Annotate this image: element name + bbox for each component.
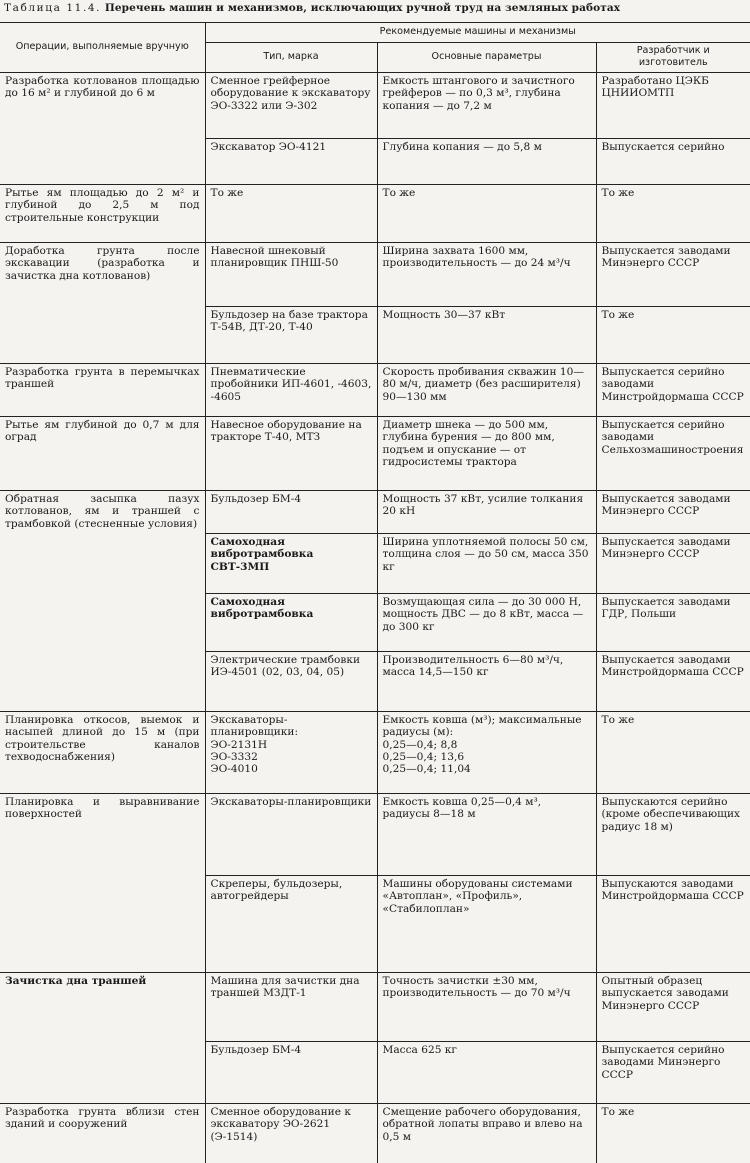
maker-cell: То же [596, 184, 750, 242]
type-cell: Самоходная вибротрамбовка [205, 593, 377, 651]
type-cell: Сменное грейферное оборудование к экскаватору ЭО-3322 или Э-302 [205, 72, 377, 138]
operation-cell: Разработка грунта в перемычках траншей [0, 363, 205, 416]
maker-cell: Выпускается серийно заводами Минстройдормаша СССР [596, 363, 750, 416]
maker-cell: Выпускается серийно заводами Сельхозмашиностроения [596, 416, 750, 490]
operation-cell: Доработка грунта после экскавации (разработка и зачистка дна котлованов) [0, 242, 205, 363]
operation-cell: Разработка грунта вблизи стен зданий и сооружений [0, 1103, 205, 1163]
header-type: Тип, марка [205, 43, 377, 73]
maker-cell: Выпускается заводами Минстройдормаша СССР [596, 651, 750, 711]
operation-cell: Планировка и выравнивание поверхностей [0, 793, 205, 972]
type-cell: Экскаваторы-планировщики: ЭО-2131Н ЭО-3332 ЭО-4010 [205, 711, 377, 793]
type-cell: Скреперы, бульдозеры, автогрейдеры [205, 875, 377, 972]
operation-cell: Обратная засыпка пазух котлованов, ям и траншей с трамбовкой (стесненные условия) [0, 490, 205, 711]
table-row [0, 72, 750, 138]
header-maker: Разработчик и изготовитель [596, 43, 750, 73]
maker-cell: Разработано ЦЭКБ ЦНИИОМТП [596, 72, 750, 138]
operation-cell: Рытье ям глубиной до 0,7 м для оград [0, 416, 205, 490]
maker-cell: Выпускается серийно заводами Минэнерго СССР [596, 1041, 750, 1103]
type-cell: Экскаватор ЭО-4121 [205, 138, 377, 184]
params-cell: Мощность 37 кВт, усилие толкания 20 кН [377, 490, 596, 533]
type-cell: Пневматические пробойники ИП-4601, -4603, -4605 [205, 363, 377, 416]
table-row [0, 416, 750, 490]
table-row [0, 184, 750, 242]
params-cell: Точность зачистки ±30 мм, производительность — до 70 м³/ч [377, 972, 596, 1041]
params-cell: Диаметр шнека — до 500 мм, глубина бурения — до 800 мм, подъем и опускание — от гидросистемы трактора [377, 416, 596, 490]
operation-cell: Планировка откосов, выемок и насыпей длиной до 15 м (при строительстве каналов техводоснабжения) [0, 711, 205, 793]
table-row [0, 363, 750, 416]
params-cell: Возмущающая сила — до 30 000 Н, мощность ДВС — до 8 кВт, масса — до 300 кг [377, 593, 596, 651]
params-cell: Масса 625 кг [377, 1041, 596, 1103]
params-cell: Производительность 6—80 м³/ч, масса 14,5—150 кг [377, 651, 596, 711]
params-cell: Смещение рабочего оборудования, обратной лопаты вправо и влево на 0,5 м [377, 1103, 596, 1163]
params-cell: Мощность 30—37 кВт [377, 306, 596, 363]
params-cell: Скорость пробивания скважин 10—80 м/ч, диаметр (без расширителя) 90—130 мм [377, 363, 596, 416]
params-cell: Ширина захвата 1600 мм, производительность — до 24 м³/ч [377, 242, 596, 306]
table-caption [4, 2, 748, 20]
table-row [0, 711, 750, 793]
machines-table [0, 22, 750, 1163]
operation-cell: Рытье ям площадью до 2 м² и глубиной до 2,5 м под строительные конструкции [0, 184, 205, 242]
type-cell: То же [205, 184, 377, 242]
params-cell: Емкость штангового и зачистного грейферов — по 0,3 м³, глубина копания — до 7,2 м [377, 72, 596, 138]
table-row [0, 1103, 750, 1163]
maker-cell: Выпускаются заводами Минстройдормаша СССР [596, 875, 750, 972]
type-cell: Навесное оборудование на тракторе Т-40, МТЗ [205, 416, 377, 490]
maker-cell: Опытный образец выпускается заводами Минэнерго СССР [596, 972, 750, 1041]
params-cell: Машины оборудованы системами «Автоплан», «Профиль», «Стабилоплан» [377, 875, 596, 972]
maker-cell: То же [596, 711, 750, 793]
operation-cell: Разработка котлованов площадью до 16 м² и глубиной до 6 м [0, 72, 205, 184]
type-cell: Сменное оборудование к экскаватору ЭО-2621 (Э-1514) [205, 1103, 377, 1163]
params-cell: Емкость ковша 0,25—0,4 м³, радиусы 8—18 м [377, 793, 596, 875]
maker-cell: Выпускается заводами Минэнерго СССР [596, 533, 750, 593]
caption-label: Таблица 11.4. [4, 2, 102, 14]
table-row [0, 490, 750, 533]
table-row [0, 972, 750, 1041]
params-cell: Ширина уплотняемой полосы 50 см, толщина слоя — до 50 см, масса 350 кг [377, 533, 596, 593]
table-row [0, 242, 750, 306]
type-cell: Экскаваторы-планировщики [205, 793, 377, 875]
table-row [0, 793, 750, 875]
type-cell: Бульдозер БМ-4 [205, 490, 377, 533]
maker-cell: Выпускается заводами ГДР, Польши [596, 593, 750, 651]
params-cell: Глубина копания — до 5,8 м [377, 138, 596, 184]
caption-title: Перечень машин и механизмов, исключающих ручной труд на земляных работах [104, 2, 621, 14]
header-group: Рекомендуемые машины и механизмы [205, 23, 750, 43]
maker-cell: Выпускаются серийно (кроме обеспечивающих радиус 18 м) [596, 793, 750, 875]
type-cell: Бульдозер БМ-4 [205, 1041, 377, 1103]
header-operation: Операции, выполняемые вручную [0, 23, 205, 73]
maker-cell: То же [596, 306, 750, 363]
maker-cell: Выпускается серийно [596, 138, 750, 184]
type-cell: Электрические трамбовки ИЭ-4501 (02, 03, 04, 05) [205, 651, 377, 711]
type-cell: Бульдозер на базе трактора Т-54В, ДТ-20, Т-40 [205, 306, 377, 363]
params-cell: То же [377, 184, 596, 242]
maker-cell: То же [596, 1103, 750, 1163]
maker-cell: Выпускается заводами Минэнерго СССР [596, 490, 750, 533]
type-cell: Навесной шнековый планировщик ПНШ-50 [205, 242, 377, 306]
header-params: Основные параметры [377, 43, 596, 73]
type-cell: Самоходная вибротрамбовка СВТ-3МП [205, 533, 377, 593]
operation-cell: Зачистка дна траншей [0, 972, 205, 1103]
params-cell: Емкость ковша (м³); максимальные радиусы (м): 0,25—0,4; 8,8 0,25—0,4; 13,6 0,25—0,4; 11,04 [377, 711, 596, 793]
maker-cell: Выпускается заводами Минэнерго СССР [596, 242, 750, 306]
type-cell: Машина для зачистки дна траншей МЗДТ-1 [205, 972, 377, 1041]
